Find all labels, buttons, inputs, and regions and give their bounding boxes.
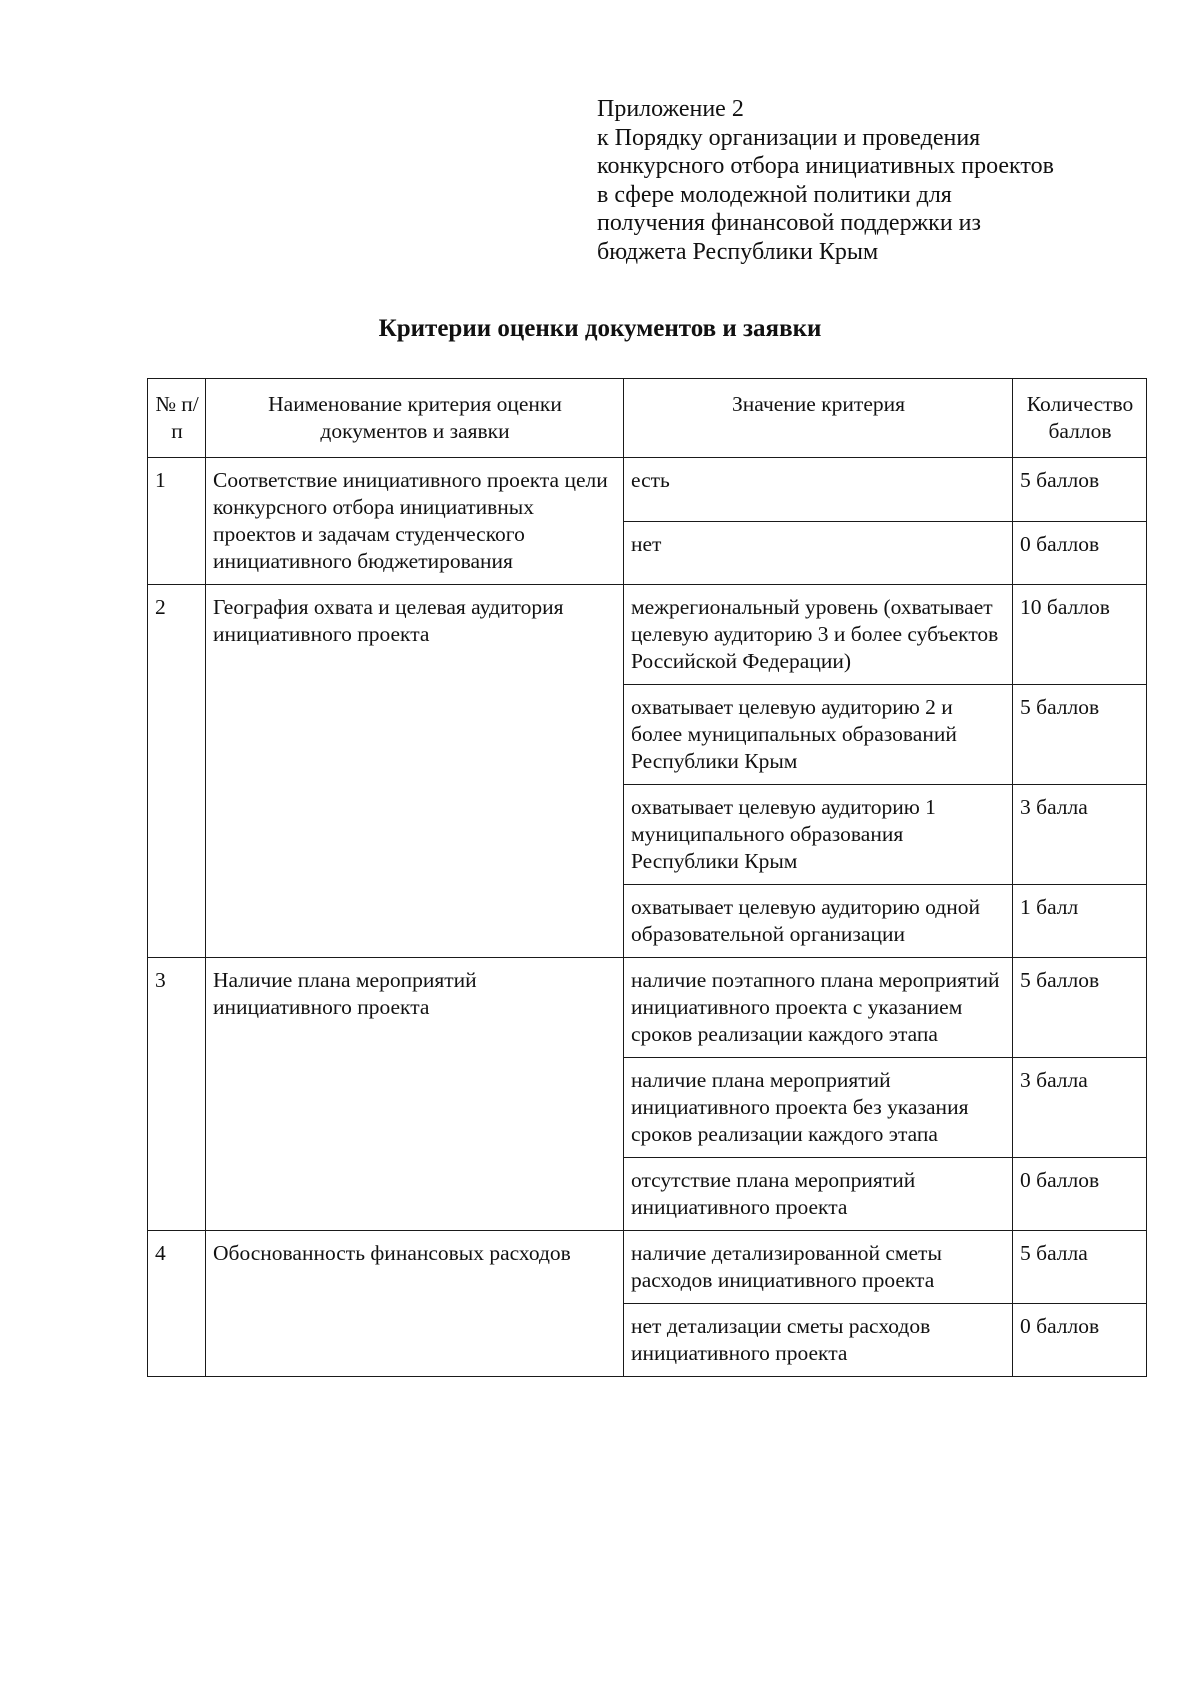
criterion-value: межрегиональный уровень (охватывает целевую аудиторию 3 и более субъектов Российской Федерации)	[624, 585, 1013, 685]
criterion-points: 5 балла	[1013, 1231, 1147, 1304]
criterion-points: 5 баллов	[1013, 458, 1147, 522]
criterion-name: Наличие плана мероприятий инициативного проекта	[206, 958, 624, 1231]
table-row	[148, 585, 1147, 685]
appendix-block	[597, 95, 1177, 266]
criterion-value: отсутствие плана мероприятий инициативного проекта	[624, 1158, 1013, 1231]
appendix-line: к Порядку организации и проведения	[597, 124, 981, 151]
appendix-line: Приложение 2	[597, 96, 744, 122]
row-number: 4	[148, 1231, 206, 1377]
criterion-value: наличие детализированной сметы расходов инициативного проекта	[624, 1231, 1013, 1304]
document-title: Критерии оценки документов и заявки	[378, 315, 822, 342]
appendix-line: бюджета Республики Крым	[597, 238, 879, 265]
table-header-row	[148, 379, 1147, 458]
table-row	[148, 958, 1147, 1058]
criterion-points: 5 баллов	[1013, 958, 1147, 1058]
criterion-points: 0 баллов	[1013, 1158, 1147, 1231]
appendix-line: получения финансовой поддержки из	[597, 210, 981, 236]
criterion-value: охватывает целевую аудиторию 2 и более муниципальных образований Республики Крым	[624, 685, 1013, 785]
criterion-points: 1 балл	[1013, 885, 1147, 958]
appendix-line: в сфере молодежной политики для	[597, 181, 952, 208]
table-row	[148, 1231, 1147, 1304]
criterion-value: есть	[624, 458, 1013, 522]
criterion-value: охватывает целевую аудиторию одной образовательной организации	[624, 885, 1013, 958]
header-name: Наименование критерия оценки документов и заявки	[206, 379, 624, 458]
criterion-value: охватывает целевую аудиторию 1 муниципального образования Республики Крым	[624, 785, 1013, 885]
criterion-points: 0 баллов	[1013, 1304, 1147, 1377]
header-value: Значение критерия	[624, 379, 1013, 458]
criterion-value: нет детализации сметы расходов инициативного проекта	[624, 1304, 1013, 1377]
criterion-name: География охвата и целевая аудитория инициативного проекта	[206, 585, 624, 958]
table-row	[148, 458, 1147, 522]
criterion-value: наличие плана мероприятий инициативного проекта без указания сроков реализации каждого этапа	[624, 1058, 1013, 1158]
criterion-points: 3 балла	[1013, 785, 1147, 885]
criterion-points: 0 баллов	[1013, 521, 1147, 585]
criterion-points: 3 балла	[1013, 1058, 1147, 1158]
row-number: 1	[148, 458, 206, 585]
criterion-value: наличие поэтапного плана мероприятий инициативного проекта с указанием сроков реализации каждого этапа	[624, 958, 1013, 1058]
criterion-name: Обоснованность финансовых расходов	[206, 1231, 624, 1377]
row-number: 2	[148, 585, 206, 958]
appendix-line: конкурсного отбора инициативных проектов	[597, 153, 1054, 179]
criterion-points: 5 баллов	[1013, 685, 1147, 785]
criterion-points: 10 баллов	[1013, 585, 1147, 685]
criterion-value: нет	[624, 521, 1013, 585]
row-number: 3	[148, 958, 206, 1231]
header-num: № п/п	[148, 379, 206, 458]
criteria-table	[147, 378, 1147, 1377]
header-points: Количество баллов	[1013, 379, 1147, 458]
criterion-name: Соответствие инициативного проекта цели конкурсного отбора инициативных проектов и задачам студенческого инициативного бюджетирования	[206, 458, 624, 585]
